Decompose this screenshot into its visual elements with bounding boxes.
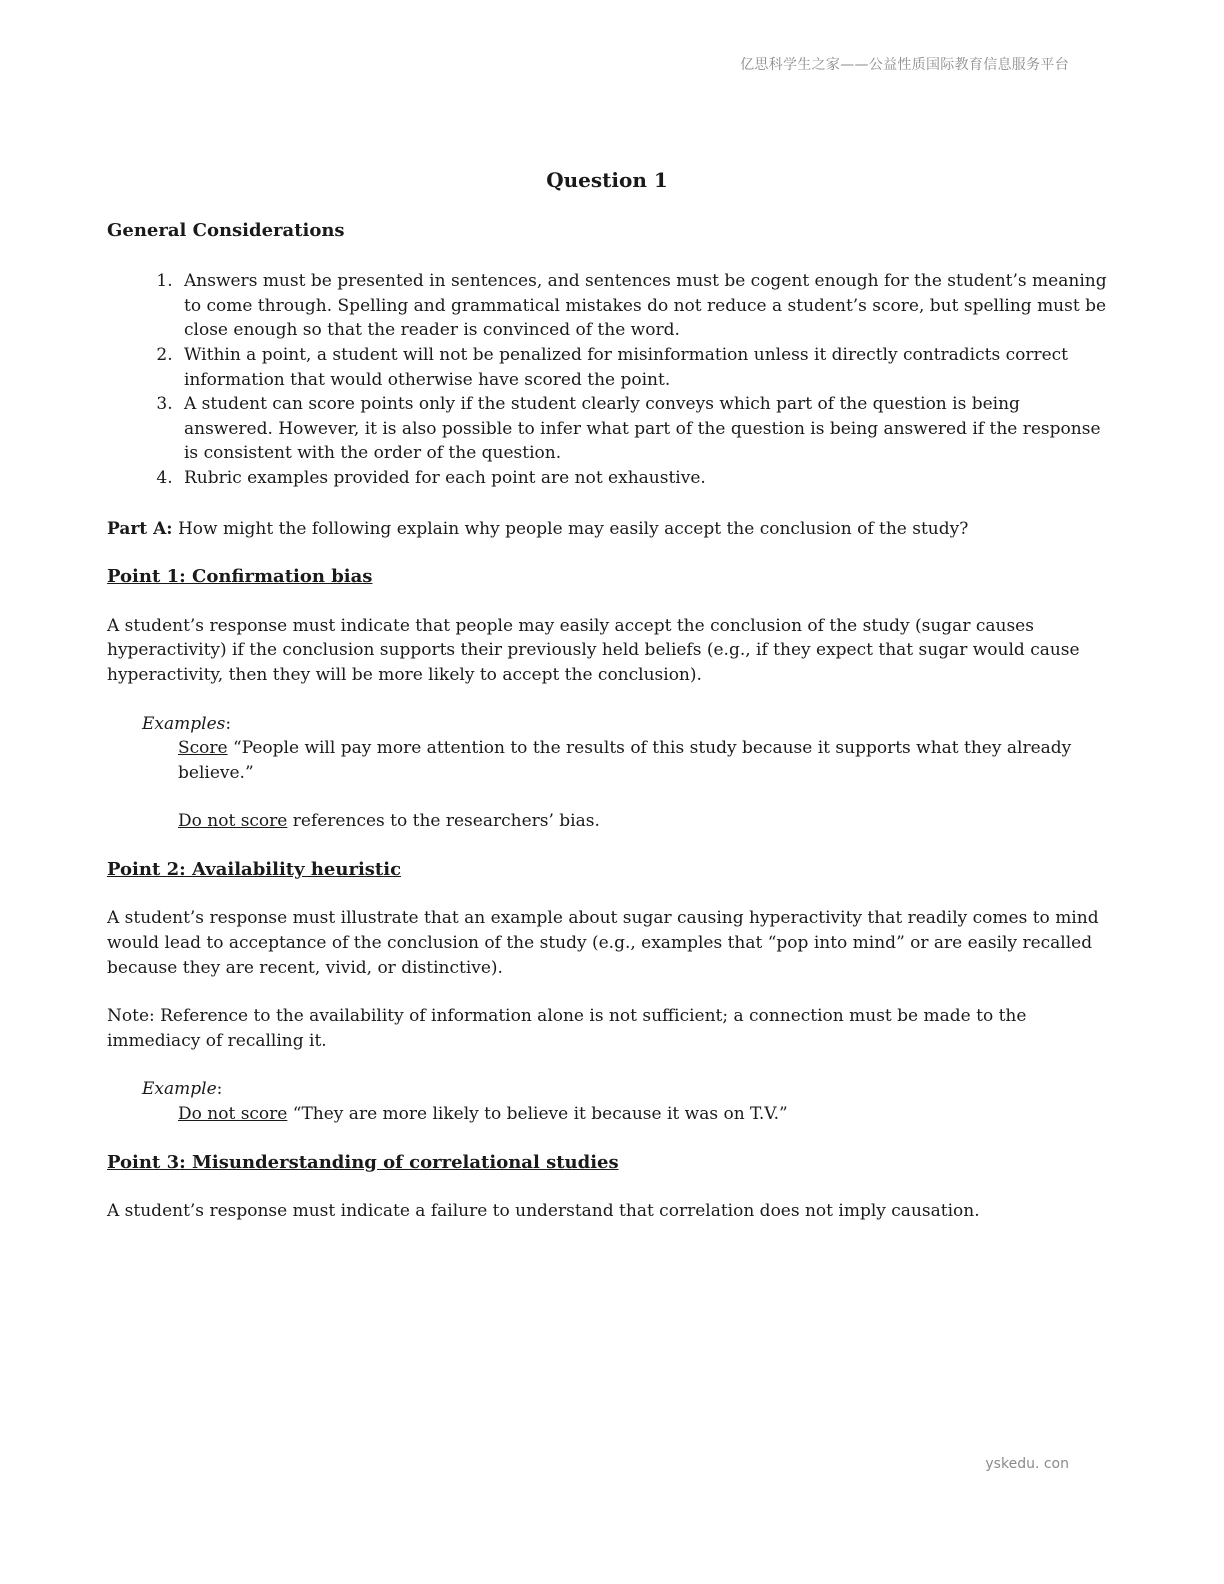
footer-watermark: yskedu. con: [985, 1456, 1069, 1472]
score-label: Score: [178, 738, 228, 759]
example-label: Example: [142, 1079, 217, 1100]
point-1-heading: Point 1: Confirmation bias: [107, 566, 373, 588]
no-score-label: Do not score: [178, 1104, 288, 1125]
point-1-body: A student’s response must indicate that people may easily accept the conclusion of the study (sugar causes hyperactivity) if the conclusion supports their previously held beliefs (e.g., if they expect that sugar would cause hyperactivity, then they will be more likely to accept the conclusion).: [107, 615, 1080, 685]
no-score-text: references to the researchers’ bias.: [287, 811, 600, 832]
considerations-list: [107, 269, 1107, 490]
list-item: 2. Within a point, a student will not be penalized for misinformation unless it directly contradicts correct information that would otherwise have scored the point.: [178, 343, 1107, 392]
list-item: 3. A student can score points only if the student clearly conveys which part of the question is being answered. However, it is also possible to infer what part of the question is being answered if the response is consistent with the order of the question.: [178, 392, 1107, 466]
no-score-label: Do not score: [178, 811, 288, 832]
point-3-body: A student’s response must indicate a failure to understand that correlation does not imply causation.: [107, 1201, 980, 1222]
point-2-note: Note: Reference to the availability of information alone is not sufficient; a connection must be made to the immediacy of recalling it.: [107, 1006, 1027, 1051]
examples-colon: :: [225, 713, 232, 734]
examples-label: Examples: [142, 713, 226, 734]
example-colon: :: [216, 1079, 223, 1100]
document-page: [107, 168, 1107, 1248]
point-1-examples: [142, 712, 1107, 834]
point-2-body: A student’s response must illustrate that an example about sugar causing hyperactivity that readily comes to mind would lead to acceptance of the conclusion of the study (e.g., examples that “pop into mind” or are easily recalled because they are recent, vivid, or distinctive).: [107, 908, 1099, 978]
no-score-example: [178, 809, 1107, 834]
point-2-heading: Point 2: Availability heuristic: [107, 858, 402, 880]
list-item: 4. Rubric examples provided for each point are not exhaustive.: [178, 466, 1107, 491]
score-example: [178, 736, 1107, 785]
no-score-text: “They are more likely to believe it because it was on T.V.”: [287, 1104, 788, 1125]
point-2-examples: [142, 1077, 1107, 1126]
no-score-example: [178, 1102, 1107, 1127]
part-a-text: How might the following explain why people may easily accept the conclusion of the study?: [172, 518, 969, 539]
header-watermark: 亿思科学生之家——公益性质国际教育信息服务平台: [740, 57, 1069, 73]
part-a-label: Part A:: [107, 518, 173, 539]
point-3-heading: Point 3: Misunderstanding of correlational studies: [107, 1151, 619, 1173]
general-considerations-heading: General Considerations: [107, 219, 345, 241]
score-text: “People will pay more attention to the results of this study because it supports what they already believe.”: [178, 738, 1072, 783]
page-title: Question 1: [546, 168, 668, 192]
list-item: 1. Answers must be presented in sentences, and sentences must be cogent enough for the student’s meaning to come through. Spelling and grammatical mistakes do not reduce a student’s score, but spelling must be close enough so that the reader is convinced of the word.: [178, 269, 1107, 343]
part-a-question: [107, 517, 1107, 542]
